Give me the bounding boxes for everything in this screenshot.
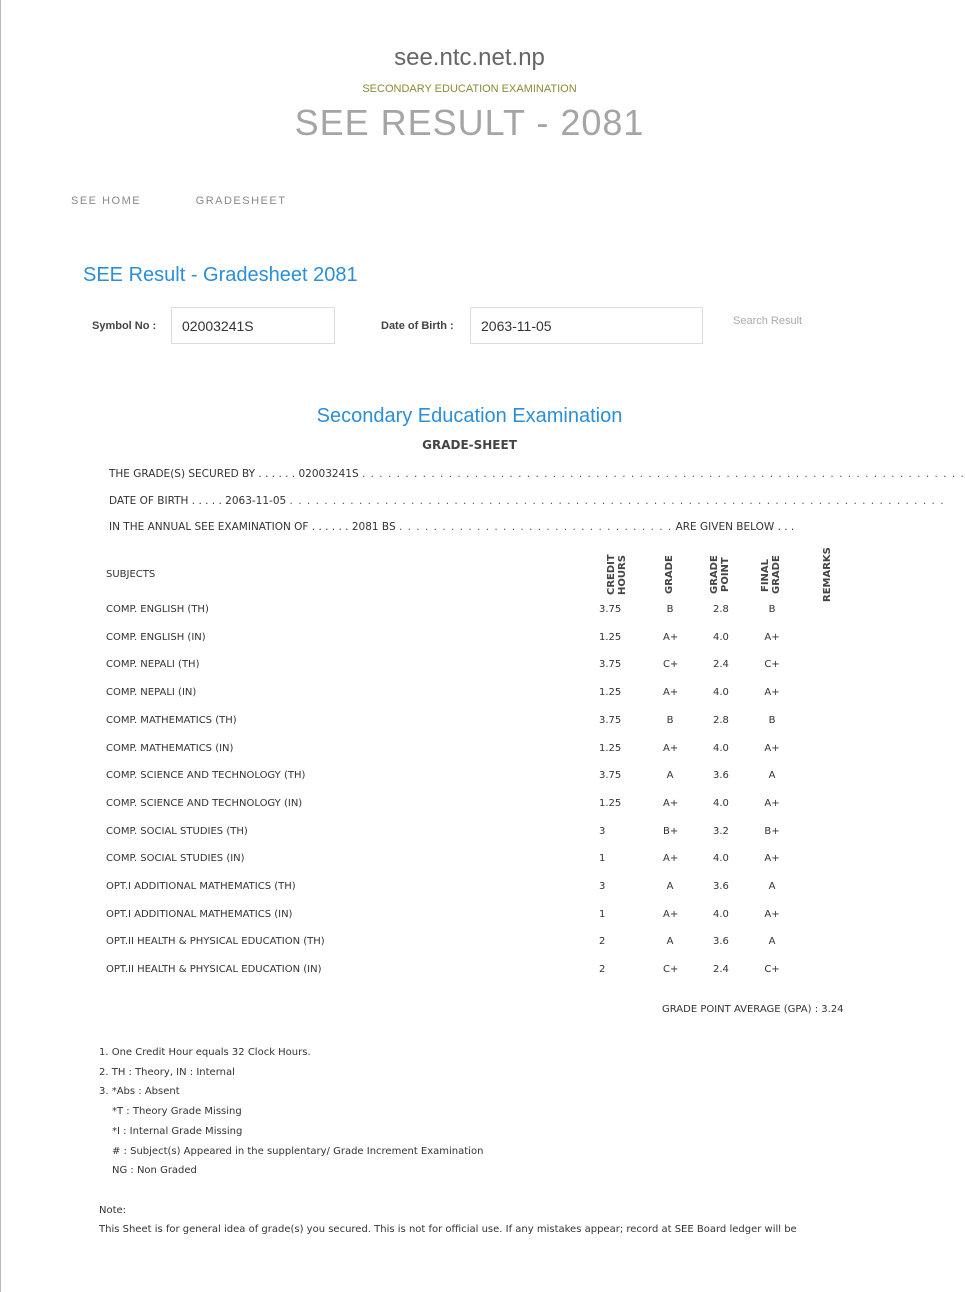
secured-by-line: THE GRADE(S) SECURED BY . . . . . . 02003241S . . . . . . . . . . . . . . . . . . . . . . . . . . . . . . . . . . . . . . . . . . . . . . . . . . . . . . . . . . . . . . . . . . . . . . (109, 468, 965, 480)
subject-cell: COMP. MATHEMATICS (IN) (106, 742, 234, 754)
final-grade-cell: A (768, 881, 776, 892)
note-item: *I : Internal Grade Missing (112, 1125, 243, 1137)
sheet-title: Secondary Education Examination (316, 405, 623, 427)
grade-cell: A (666, 881, 674, 892)
table-row (1, 826, 901, 840)
table-row (1, 964, 901, 978)
grade-cell: A+ (663, 797, 679, 809)
grade-cell: B (666, 714, 674, 726)
final-grade-cell: C+ (764, 659, 780, 671)
grade-point-cell: 4.0 (713, 631, 729, 643)
note-item: # : Subject(s) Appeared in the supplentary/ Grade Increment Examination (112, 1145, 484, 1157)
form-title: SEE Result - Gradesheet 2081 (83, 264, 358, 286)
gpa: GRADE POINT AVERAGE (GPA) : 3.24 (662, 1004, 844, 1015)
grade-point-cell: 4.0 (713, 797, 729, 809)
grade-cell: B (666, 604, 674, 615)
table-row (1, 881, 901, 895)
dob-label: Date of Birth : (381, 320, 454, 332)
grade-cell: A+ (663, 853, 679, 865)
result-title: SEE RESULT - 2081 (294, 102, 645, 143)
symbol-label: Symbol No : (92, 320, 157, 332)
credit-hours-cell: 1.25 (599, 687, 622, 699)
credit-hours-cell: 3.75 (599, 659, 622, 671)
credit-hours-cell: 1.25 (599, 797, 622, 809)
nav-gradesheet[interactable]: GRADESHEET (195, 195, 287, 207)
header-remarks: REMARKS (822, 547, 833, 602)
final-grade-cell: A+ (764, 742, 780, 754)
nav-see-home[interactable]: SEE HOME (71, 195, 142, 207)
final-grade-cell: B (768, 714, 776, 726)
main-nav (71, 195, 336, 207)
grade-point-cell: 4.0 (713, 742, 729, 754)
subject-cell: COMP. NEPALI (IN) (106, 687, 197, 699)
final-grade-cell: A+ (764, 853, 780, 865)
dob-line: DATE OF BIRTH . . . . . 2063-11-05 . . . . . . . . . . . . . . . . . . . . . . . . . . . . . . . . . . . . . . . . . . . . . . . . . . . . . . . . . . . . . . . . . . . . . . . . . . . . (109, 495, 945, 507)
note-item: 3. *Abs : Absent (99, 1086, 180, 1098)
annual-exam-line: IN THE ANNUAL SEE EXAMINATION OF . . . . . . 2081 BS . . . . . . . . . . . . . . . . . . . . . . . . . . . . . . . . ARE GIVEN BELOW . . . (109, 521, 795, 533)
grade-point-cell: 3.6 (713, 770, 729, 782)
table-row (1, 743, 901, 757)
grade-point-cell: 4.0 (713, 687, 729, 699)
exam-name: SECONDARY EDUCATION EXAMINATION (362, 83, 577, 95)
grade-cell: C+ (663, 964, 679, 976)
credit-hours-cell: 1.25 (599, 742, 622, 754)
sheet-subtitle: GRADE-SHEET (422, 438, 517, 452)
grade-point-cell: 2.8 (713, 604, 729, 615)
note-item: 2. TH : Theory, IN : Internal (99, 1066, 235, 1078)
subject-cell: COMP. MATHEMATICS (TH) (106, 714, 237, 726)
grade-point-cell: 3.6 (713, 936, 729, 948)
header-final-grade: FINAL GRADE (760, 555, 782, 595)
symbol-input[interactable] (171, 307, 335, 344)
final-grade-cell: A (768, 936, 776, 948)
grade-cell: C+ (663, 659, 679, 671)
note-item: NG : Non Graded (112, 1165, 197, 1177)
site-name: see.ntc.net.np (394, 44, 545, 71)
final-grade-cell: A (768, 770, 776, 782)
credit-hours-cell: 2 (599, 936, 606, 948)
grade-cell: A+ (663, 631, 679, 643)
credit-hours-cell: 3.75 (599, 770, 622, 782)
note-text: This Sheet is for general idea of grade(s) you secured. This is not for official use. If any mistakes appear; record at SEE Board ledger will be (99, 1224, 797, 1235)
note-item: *T : Theory Grade Missing (112, 1106, 242, 1118)
credit-hours-cell: 1.25 (599, 631, 622, 643)
grade-point-cell: 4.0 (713, 853, 729, 865)
grade-cell: A (666, 936, 674, 948)
table-row (1, 687, 901, 701)
header-credit-hours: CREDIT HOURS (606, 554, 628, 596)
table-row (1, 853, 901, 867)
subject-cell: COMP. NEPALI (TH) (106, 659, 200, 671)
final-grade-cell: B (768, 604, 776, 615)
credit-hours-cell: 3.75 (599, 714, 622, 726)
note-item: 1. One Credit Hour equals 32 Clock Hours. (99, 1047, 311, 1058)
table-row (1, 909, 901, 923)
header-grade: GRADE (664, 555, 675, 595)
grade-point-cell: 3.6 (713, 881, 729, 892)
credit-hours-cell: 1 (599, 908, 606, 920)
subject-cell: COMP. SOCIAL STUDIES (TH) (106, 825, 248, 837)
note-label: Note: (99, 1205, 127, 1216)
dob-input[interactable] (470, 307, 703, 344)
grade-point-cell: 3.2 (713, 825, 729, 837)
final-grade-cell: C+ (764, 964, 780, 976)
table-row (1, 604, 901, 618)
table-row (1, 770, 901, 784)
final-grade-cell: A+ (764, 797, 780, 809)
table-row (1, 715, 901, 729)
subject-cell: COMP. ENGLISH (IN) (106, 631, 206, 643)
table-row (1, 936, 901, 950)
subject-cell: OPT.I ADDITIONAL MATHEMATICS (TH) (106, 881, 296, 892)
credit-hours-cell: 3 (599, 881, 606, 892)
grade-point-cell: 4.0 (713, 908, 729, 920)
final-grade-cell: A+ (764, 631, 780, 643)
final-grade-cell: B+ (764, 825, 780, 837)
credit-hours-cell: 3 (599, 825, 606, 837)
subject-cell: COMP. SCIENCE AND TECHNOLOGY (IN) (106, 797, 303, 809)
grade-cell: A+ (663, 742, 679, 754)
header-subjects: SUBJECTS (106, 569, 156, 580)
grade-cell: B+ (663, 825, 679, 837)
final-grade-cell: A+ (764, 908, 780, 920)
subject-cell: OPT.II HEALTH & PHYSICAL EDUCATION (TH) (106, 936, 325, 948)
grade-cell: A+ (663, 908, 679, 920)
credit-hours-cell: 1 (599, 853, 606, 865)
credit-hours-cell: 2 (599, 964, 606, 976)
credit-hours-cell: 3.75 (599, 604, 622, 615)
subject-cell: OPT.I ADDITIONAL MATHEMATICS (IN) (106, 908, 293, 920)
grade-point-cell: 2.8 (713, 714, 729, 726)
subject-cell: OPT.II HEALTH & PHYSICAL EDUCATION (IN) (106, 964, 322, 976)
subject-cell: COMP. SOCIAL STUDIES (IN) (106, 853, 245, 865)
header-grade-point: GRADE POINT (709, 555, 731, 595)
subject-cell: COMP. ENGLISH (TH) (106, 604, 209, 615)
subject-cell: COMP. SCIENCE AND TECHNOLOGY (TH) (106, 770, 306, 782)
table-row (1, 659, 901, 673)
grade-cell: A (666, 770, 674, 782)
table-row (1, 632, 901, 646)
final-grade-cell: A+ (764, 687, 780, 699)
table-row (1, 798, 901, 812)
grade-cell: A+ (663, 687, 679, 699)
grade-point-cell: 2.4 (713, 964, 729, 976)
search-result-button[interactable]: Search Result (733, 315, 803, 327)
grade-point-cell: 2.4 (713, 659, 729, 671)
